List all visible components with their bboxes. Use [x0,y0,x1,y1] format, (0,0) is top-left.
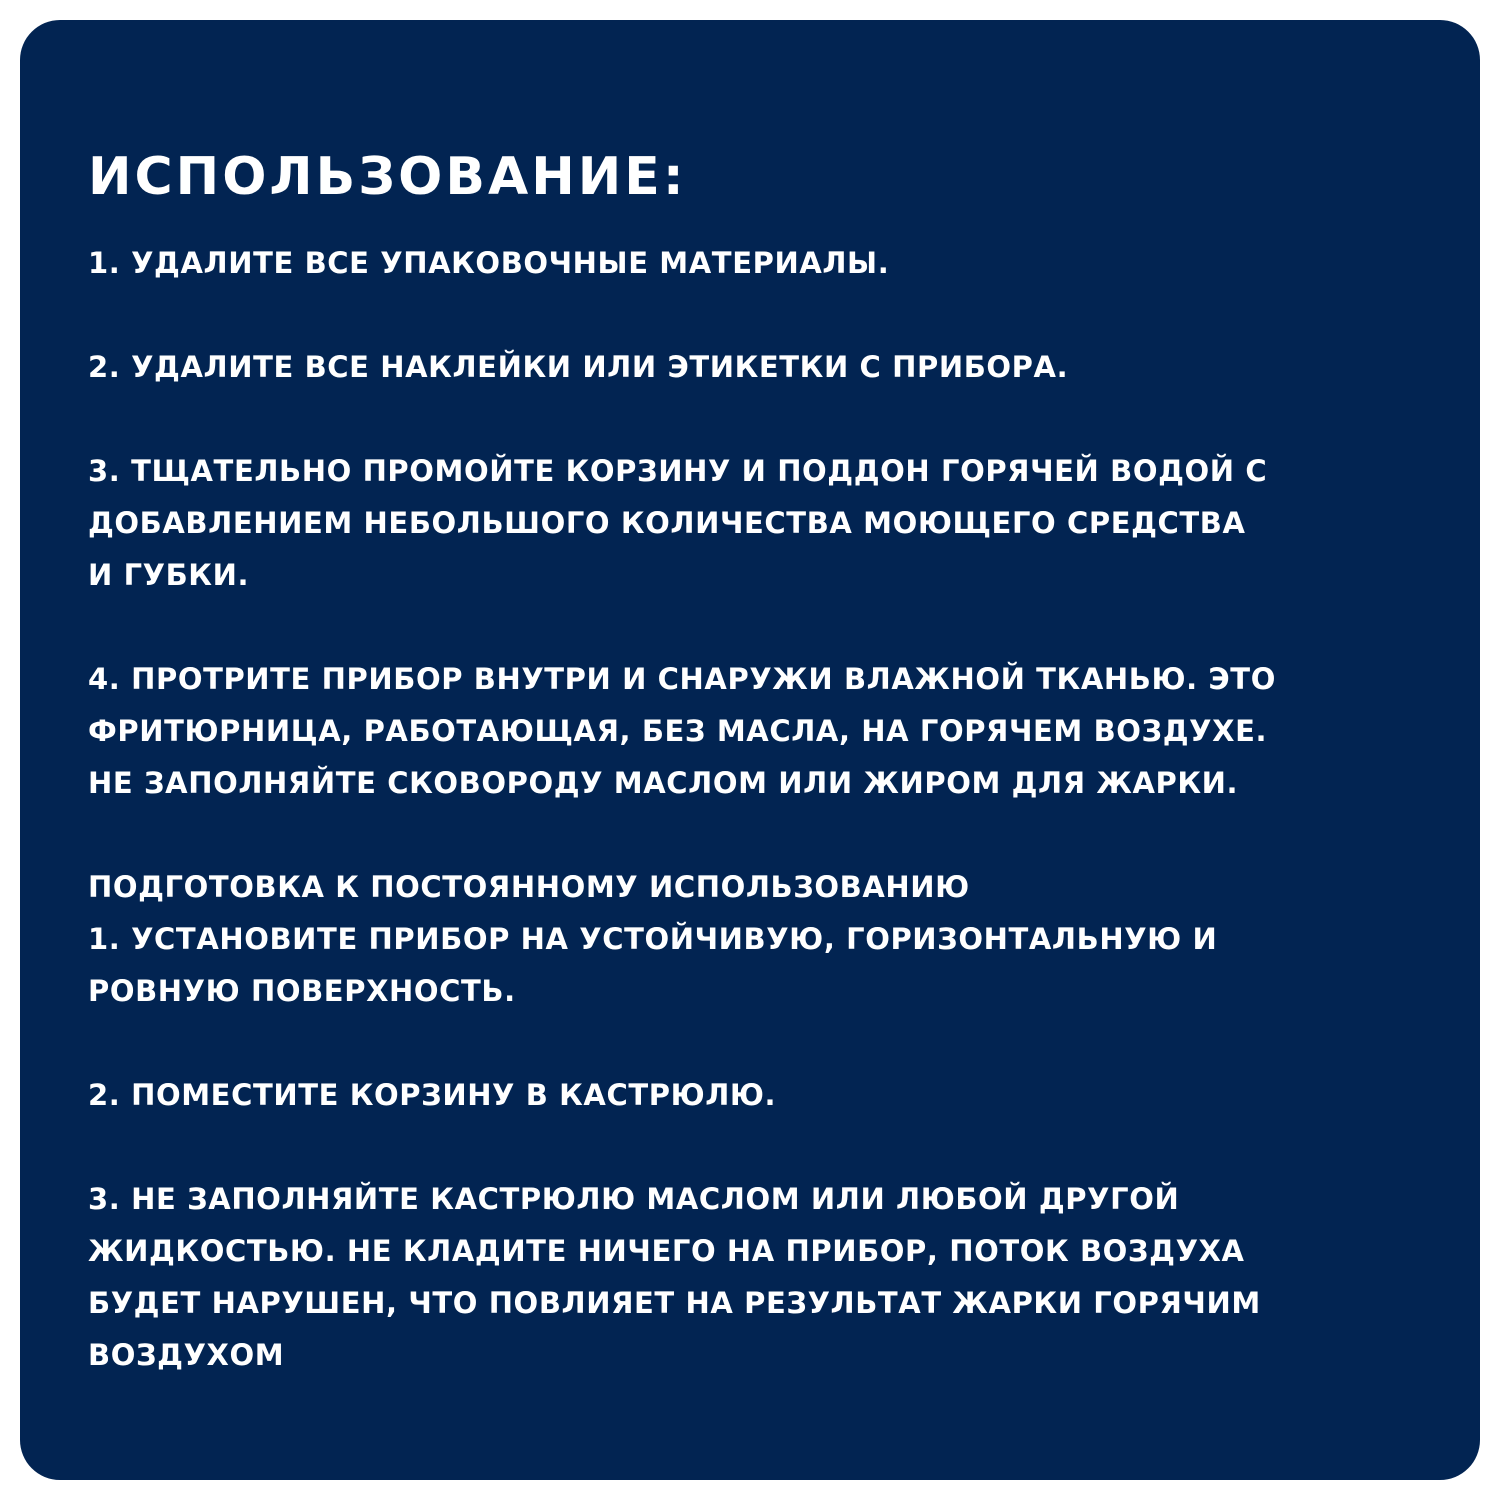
spacer [88,809,1458,861]
instructions-body [88,237,1458,1381]
step-3-text-line-3: И ГУБКИ. [88,558,250,592]
spacer [88,1121,1458,1173]
step-4-text-line-2: ФРИТЮРНИЦА, РАБОТАЮЩАЯ, БЕЗ МАСЛА, НА ГОРЯЧЕМ ВОЗДУХЕ. [88,714,1268,748]
spacer [88,601,1458,653]
page-title: ИСПОЛЬЗОВАНИЕ: [88,147,687,207]
prep-step-3-line-1: 3. НЕ ЗАПОЛНЯЙТЕ КАСТРЮЛЮ МАСЛОМ ИЛИ ЛЮБОЙ ДРУГОЙ [88,1182,1180,1216]
prep-step-3-line-4: ВОЗДУХОМ [88,1338,285,1372]
spacer [88,1017,1458,1069]
prep-step-3-line-3: БУДЕТ НАРУШЕН, ЧТО ПОВЛИЯЕТ НА РЕЗУЛЬТАТ ЖАРКИ ГОРЯЧИМ [88,1286,1261,1320]
step-1-text: 1. УДАЛИТЕ ВСЕ УПАКОВОЧНЫЕ МАТЕРИАЛЫ. [88,246,890,280]
preparation-heading: ПОДГОТОВКА К ПОСТОЯННОМУ ИСПОЛЬЗОВАНИЮ [88,870,970,904]
instruction-card [20,20,1480,1480]
prep-step-1-line-1: 1. УСТАНОВИТЕ ПРИБОР НА УСТОЙЧИВУЮ, ГОРИЗОНТАЛЬНУЮ И [88,922,1218,956]
prep-step-2-text: 2. ПОМЕСТИТЕ КОРЗИНУ В КАСТРЮЛЮ. [88,1078,777,1112]
step-4-text-line-1: 4. ПРОТРИТЕ ПРИБОР ВНУТРИ И СНАРУЖИ ВЛАЖНОЙ ТКАНЬЮ. ЭТО [88,662,1276,696]
prep-step-1-line-2: РОВНУЮ ПОВЕРХНОСТЬ. [88,974,516,1008]
step-3-text-line-1: 3. ТЩАТЕЛЬНО ПРОМОЙТЕ КОРЗИНУ И ПОДДОН ГОРЯЧЕЙ ВОДОЙ С [88,454,1268,488]
step-4-text-line-3: НЕ ЗАПОЛНЯЙТЕ СКОВОРОДУ МАСЛОМ ИЛИ ЖИРОМ ДЛЯ ЖАРКИ. [88,766,1239,800]
step-2-text: 2. УДАЛИТЕ ВСЕ НАКЛЕЙКИ ИЛИ ЭТИКЕТКИ С ПРИБОРА. [88,350,1069,384]
spacer [88,289,1458,341]
spacer [88,393,1458,445]
prep-step-3-line-2: ЖИДКОСТЬЮ. НЕ КЛАДИТЕ НИЧЕГО НА ПРИБОР, ПОТОК ВОЗДУХА [88,1234,1245,1268]
step-3-text-line-2: ДОБАВЛЕНИЕМ НЕБОЛЬШОГО КОЛИЧЕСТВА МОЮЩЕГО СРЕДСТВА [88,506,1246,540]
